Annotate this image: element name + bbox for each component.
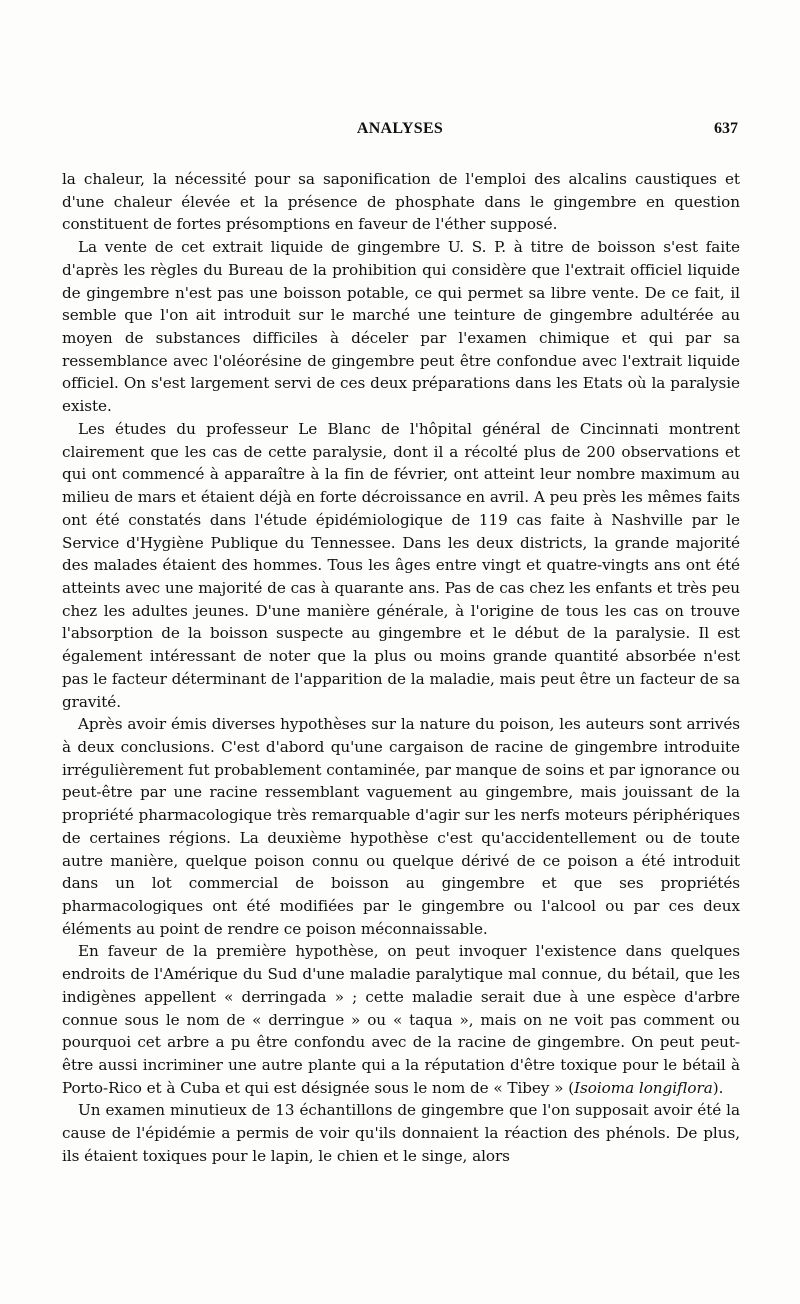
text-segment: ). — [712, 1078, 724, 1097]
paragraph-hypotheses: Après avoir émis diverses hypothèses sur la nature du poison, les auteurs sont arrivés à deux conclusions. C'est d'abord qu'une cargaison de racine de gingembre introduite irrégulièrement fut probablement contaminée, par manque de soins et par ignorance ou peut-être par une racine ressemblant vaguement au gingembre, mais jouissant de la propriété pharmacologique très remarquable d'agir sur les nerfs moteurs périphériques de certaines régions. La deuxième hypothèse c'est qu'accidentellement ou de toute autre manière, quelque poison connu ou quelque dérivé de ce poison a été introduit dans un lot commercial de boisson au gingembre et que ses propriétés pharmacologiques ont été modifiées par le gingembre ou l'alcool ou par ces deux éléments au point de rendre ce poison méconnaissable. — [62, 715, 740, 938]
running-head — [62, 120, 738, 144]
text-segment: En faveur de la première hypothèse, on peut invoquer l'existence dans quelques endroits de l'Amérique du Sud d'une maladie paralytique mal connue, du bétail, que les indigènes appellent « derringada » ; cette maladie serait due à une espèce d'arbre connue sous le nom de « derringue » ou « taqua », mais on ne voit pas comment ou pourquoi cet arbre a pu être confondu avec de la racine de gingembre. On peut peut-être aussi incriminer une autre plante qui a la réputation d'être toxique pour le bétail à Porto-Rico et à Cuba et qui est désignée sous le nom de « Tibey » ( — [62, 942, 740, 1097]
paragraph-extract-sale: La vente de cet extrait liquide de gingembre U. S. P. à titre de boisson s'est faite d'après les règles du Bureau de la prohibition qui considère que l'extrait officiel liquide de gingembre n'est pas une boisson potable, ce qui permet sa libre vente. De ce fait, il semble que l'on ait introduit sur le marché une teinture de gingembre adultérée au moyen de substances difficiles à déceler par l'examen chimique et qui par sa ressemblance avec l'oléorésine de gingembre peut être confondue avec l'extrait liquide officiel. On s'est largement servi de ces deux préparations dans les Etats où la paralysie existe. — [62, 238, 740, 416]
article-body — [62, 168, 740, 1168]
paragraph-examination: Un examen minutieux de 13 échantillons de gingembre que l'on supposait avoir été la cause de l'épidémie a permis de voir qu'ils donnaient la réaction des phénols. De plus, ils étaient toxiques pour le lapin, le chien et le singe, alors — [62, 1101, 740, 1165]
paragraph-continuation: la chaleur, la nécessité pour sa saponification de l'emploi des alcalins caustiques et d'une chaleur élevée et la présence de phosphate dans le gingembre en question constituent de fortes présomptions en faveur de l'éther supposé. — [62, 170, 740, 234]
species-name: Isoioma longiflora — [574, 1078, 713, 1097]
paragraph-leblanc-studies: Les études du professeur Le Blanc de l'hôpital général de Cincinnati montrent clairement que les cas de cette paralysie, dont il a récolté plus de 200 observations et qui ont commencé à apparaître à la fin de février, ont atteint leur nombre maximum au milieu de mars et étaient déjà en forte décroissance en avril. A peu près les mêmes faits ont été constatés dans l'étude épidémiologique de 119 cas faite à Nashville par le Service d'Hygiène Publique du Tennessee. Dans les deux districts, la grande majorité des malades étaient des hommes. Tous les âges entre vingt et quatre-vingts ans ont été atteints avec une majorité de cas à quarante ans. Pas de cas chez les enfants et très peu chez les adultes jeunes. D'une manière générale, à l'origine de tous les cas on trouve l'absorption de la boisson suspecte au gingembre et le début de la paralysie. Il est également intéressant de noter que la plus ou moins grande quantité absorbée n'est pas le facteur déterminant de l'apparition de la maladie, mais peut être un facteur de sa gravité. — [62, 419, 740, 711]
paragraph-first-hypothesis — [62, 940, 740, 1099]
section-title: ANALYSES — [356, 120, 444, 137]
page-number: 637 — [714, 120, 738, 137]
